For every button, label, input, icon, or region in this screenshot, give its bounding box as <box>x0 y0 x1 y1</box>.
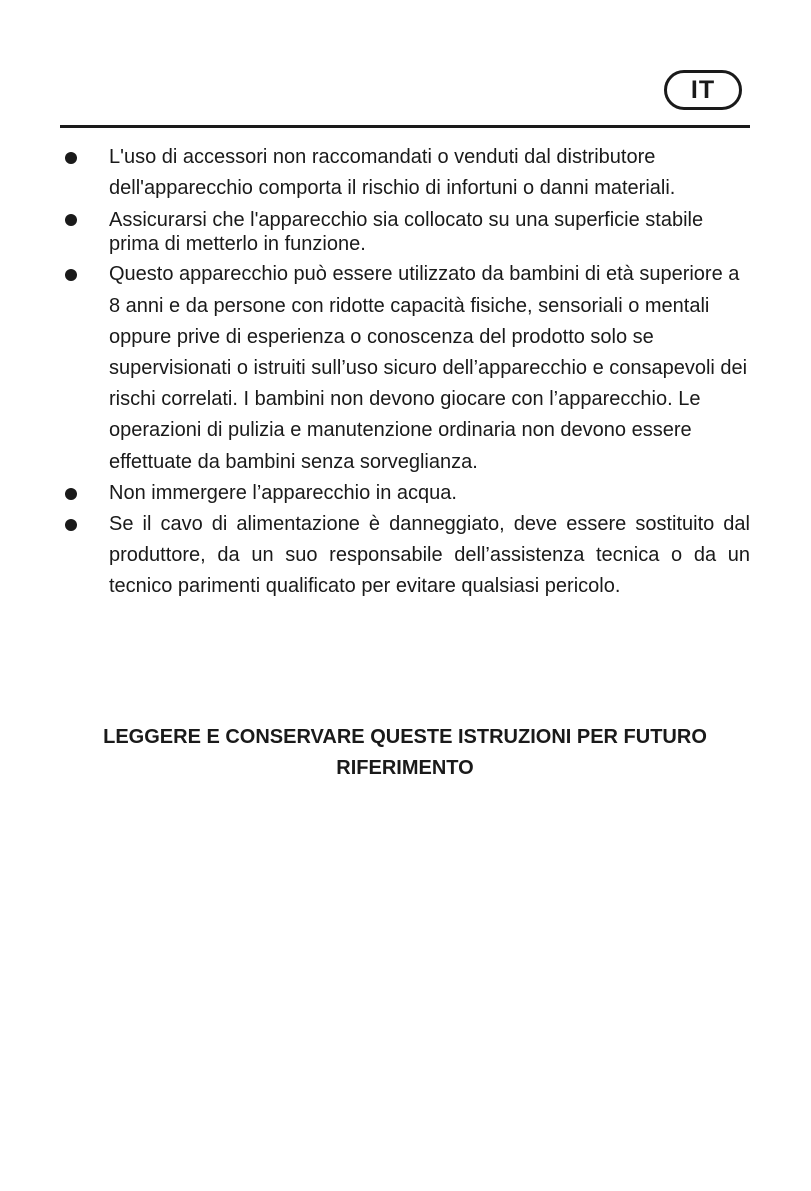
list-item <box>60 509 750 603</box>
list-item <box>60 478 750 509</box>
list-item-text: Non immergere l’apparecchio in acqua. <box>109 481 457 504</box>
retain-instructions-notice: LEGGERE E CONSERVARE QUESTE ISTRUZIONI PER FUTURO RIFERIMENTO <box>103 726 707 779</box>
header-divider <box>60 125 750 128</box>
safety-instructions-list <box>60 142 750 603</box>
list-item-text: Questo apparecchio può essere utilizzato da bambini di età superiore a 8 anni e da persone con ridotte capacità fisiche, sensoriali o mentali oppure prive di esperienza o conoscenza del prodotto solo se supervisionati o istruiti sull’uso sicuro dell’apparecchio e consapevoli dei rischi correlati. I bambini non devono giocare con l’apparecchio. Le operazioni di pulizia e manutenzione ordinaria non devono essere effettuate da bambini senza sorveglianza. <box>109 263 748 473</box>
language-badge: IT <box>664 70 742 110</box>
list-item <box>60 142 750 204</box>
list-item-text: L'uso di accessori non raccomandati o venduti dal distributore dell'apparecchio comporta il rischio di infortuni o danni materiali. <box>109 146 676 200</box>
bullet-icon <box>65 519 77 531</box>
bullet-icon <box>65 488 77 500</box>
list-item-text: Assicurarsi che l'apparecchio sia collocato su una superficie stabile prima di metterlo in funzione. <box>109 209 704 256</box>
list-item <box>60 259 750 477</box>
bullet-icon <box>65 269 77 281</box>
bullet-icon <box>65 214 77 226</box>
list-item-text: Se il cavo di alimentazione è danneggiato, deve essere sostituito dal produttore, da un suo responsabile dell’assistenza tecnica o da un tecnico parimenti qualificato per evitare qualsiasi pericolo. <box>109 513 750 598</box>
list-item <box>60 208 750 256</box>
bullet-icon <box>65 152 77 164</box>
